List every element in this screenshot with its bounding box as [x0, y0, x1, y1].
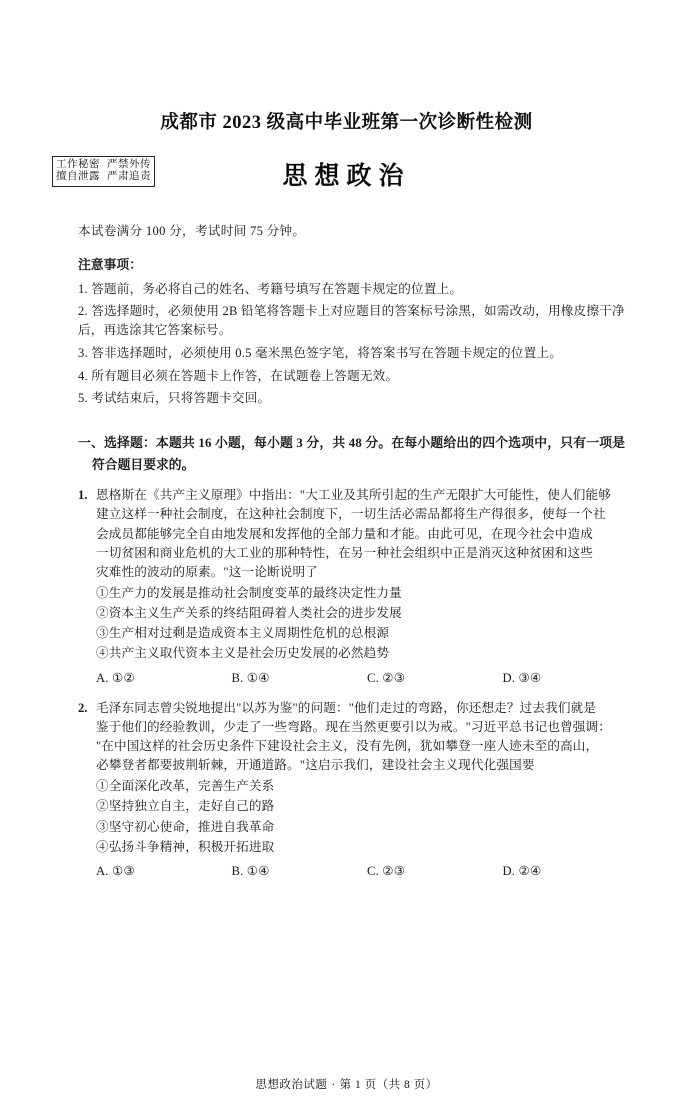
- answer-choice-d[interactable]: D. ③④: [502, 670, 542, 685]
- statement-item: ②资本主义生产关系的终结阻碍着人类社会的进步发展: [96, 606, 402, 621]
- stamp-text-2b: 严肃追责: [107, 171, 151, 183]
- section-heading-line2: 符合题目要求的。: [92, 457, 195, 472]
- stem-line: "在中国这样的社会历史条件下建设社会主义，没有先例，犹如攀登一座人迹未至的高山，: [96, 738, 599, 753]
- stem-line: 建立这样一种社会制度，在这种社会制度下，一切生活必需品都将生产得很多，使每一个社: [96, 507, 606, 522]
- notice-list: [78, 280, 638, 409]
- answer-choice-a[interactable]: A. ①②: [96, 670, 135, 685]
- section-heading: [78, 434, 638, 453]
- stamp-text-2a: 擅自泄露: [56, 171, 100, 183]
- answer-choice-d[interactable]: D. ②④: [502, 863, 542, 878]
- statement-item: ④共产主义取代资本主义是社会历史发展的必然趋势: [96, 646, 390, 661]
- notice-item-3: 3. 答非选择题时，必须使用 0.5 毫米黑色签字笔，将答案书写在答题卡规定的位置上。: [78, 346, 563, 360]
- statement-item: ①生产力的发展是推动社会制度变革的最终决定性力量: [96, 586, 402, 600]
- stem-line: 恩格斯在《共产主义原理》中指出："大工业及其所引起的生产无限扩大可能性，使人们能够: [96, 488, 612, 503]
- answer-choice-b[interactable]: B. ①④: [231, 863, 270, 878]
- footer-subject: 思想政治试题: [255, 1079, 328, 1091]
- page-title: 成都市 2023 级高中毕业班第一次诊断性检测: [160, 113, 533, 133]
- full-score-line: 本试卷满分 100 分，考试时间 75 分钟。: [78, 224, 306, 238]
- paper-content: [78, 222, 638, 881]
- question-number: 1.: [78, 488, 88, 503]
- question-stem: [96, 699, 638, 776]
- footer-separator: ·: [331, 1079, 336, 1091]
- section-heading-label: 一、选择题：: [78, 436, 156, 451]
- question-item: [78, 486, 638, 687]
- stem-line: 必攀登者都要披荆斩棘，开通道路。"这启示我们，建设社会主义现代化强国要: [96, 758, 535, 773]
- answer-choice-c[interactable]: C. ②③: [367, 863, 406, 878]
- statement-item: ④弘扬斗争精神，积极开拓进取: [96, 839, 275, 854]
- footer-page-number: 第 1 页（共 8 页）: [339, 1079, 438, 1091]
- notice-item-1: 1. 答题前，务必将自己的姓名、考籍号填写在答题卡规定的位置上。: [78, 281, 463, 296]
- stem-line: 鉴于他们的经验教训，少走了一些弯路。现在当然更要引以为戒。"习近平总书记也曾强调：: [96, 719, 612, 734]
- stem-line: 会成员都能够完全自由地发展和发挥他的全部力量和才能。由此可见，在现今社会中造成: [96, 526, 594, 541]
- answer-choices: [96, 862, 638, 881]
- stem-line: 灾难性的波动的原素。"这一论断说明了: [96, 564, 318, 579]
- notice-item-2: 2. 答选择题时，必须使用 2B 铅笔将答题卡上对应题目的答案标号涂黑，如需改动，用橡皮擦干净后，再选涂其它答案标号。: [78, 304, 625, 338]
- answer-choice-c[interactable]: C. ②③: [367, 670, 406, 685]
- statement-item: ③生产相对过剩是造成资本主义周期性危机的总根源: [96, 626, 390, 641]
- confidential-stamp: [52, 156, 155, 187]
- notice-title: 注意事项：: [78, 258, 142, 273]
- question-item: [78, 699, 638, 881]
- subject-title: 思想政治: [282, 163, 411, 190]
- statement-item: ③坚守初心使命，推进自我革命: [96, 819, 275, 834]
- question-stem: [96, 486, 638, 582]
- stem-line: 毛泽东同志曾尖锐地提出"以苏为鉴"的问题："他们走过的弯路，你还想走？过去我们就是: [96, 700, 597, 715]
- section-heading-detail: 本题共 16 小题，每小题 3 分，共 48 分。在每小题给出的四个选项中，只有一项是: [155, 436, 626, 451]
- stem-line: 一切贫困和商业危机的大工业的那种特性，在另一种社会组织中正是消灭这种贫困和这些: [96, 545, 594, 560]
- stamp-text-1a: 工作秘密: [56, 159, 100, 170]
- answer-choice-b[interactable]: B. ①④: [231, 670, 270, 685]
- exam-paper-page: [0, 108, 693, 1110]
- stamp-line-1: [56, 159, 151, 171]
- answer-choice-a[interactable]: A. ①③: [96, 863, 135, 878]
- question-number: 2.: [78, 700, 88, 715]
- statement-item: ①全面深化改革，完善生产关系: [96, 779, 275, 794]
- stamp-text-1b: 严禁外传: [107, 159, 151, 170]
- statement-item: ②坚持独立自主，走好自己的路: [96, 799, 275, 814]
- notice-item-5: 5. 考试结束后，只将答题卡交回。: [78, 391, 271, 406]
- answer-choices: [96, 669, 638, 688]
- question-statements: [96, 584, 638, 664]
- question-statements: [96, 777, 638, 857]
- notice-item-4: 4. 所有题目必须在答题卡上作答，在试题卷上答题无效。: [78, 368, 399, 383]
- stamp-line-2: [56, 171, 151, 183]
- page-footer: [0, 1076, 693, 1092]
